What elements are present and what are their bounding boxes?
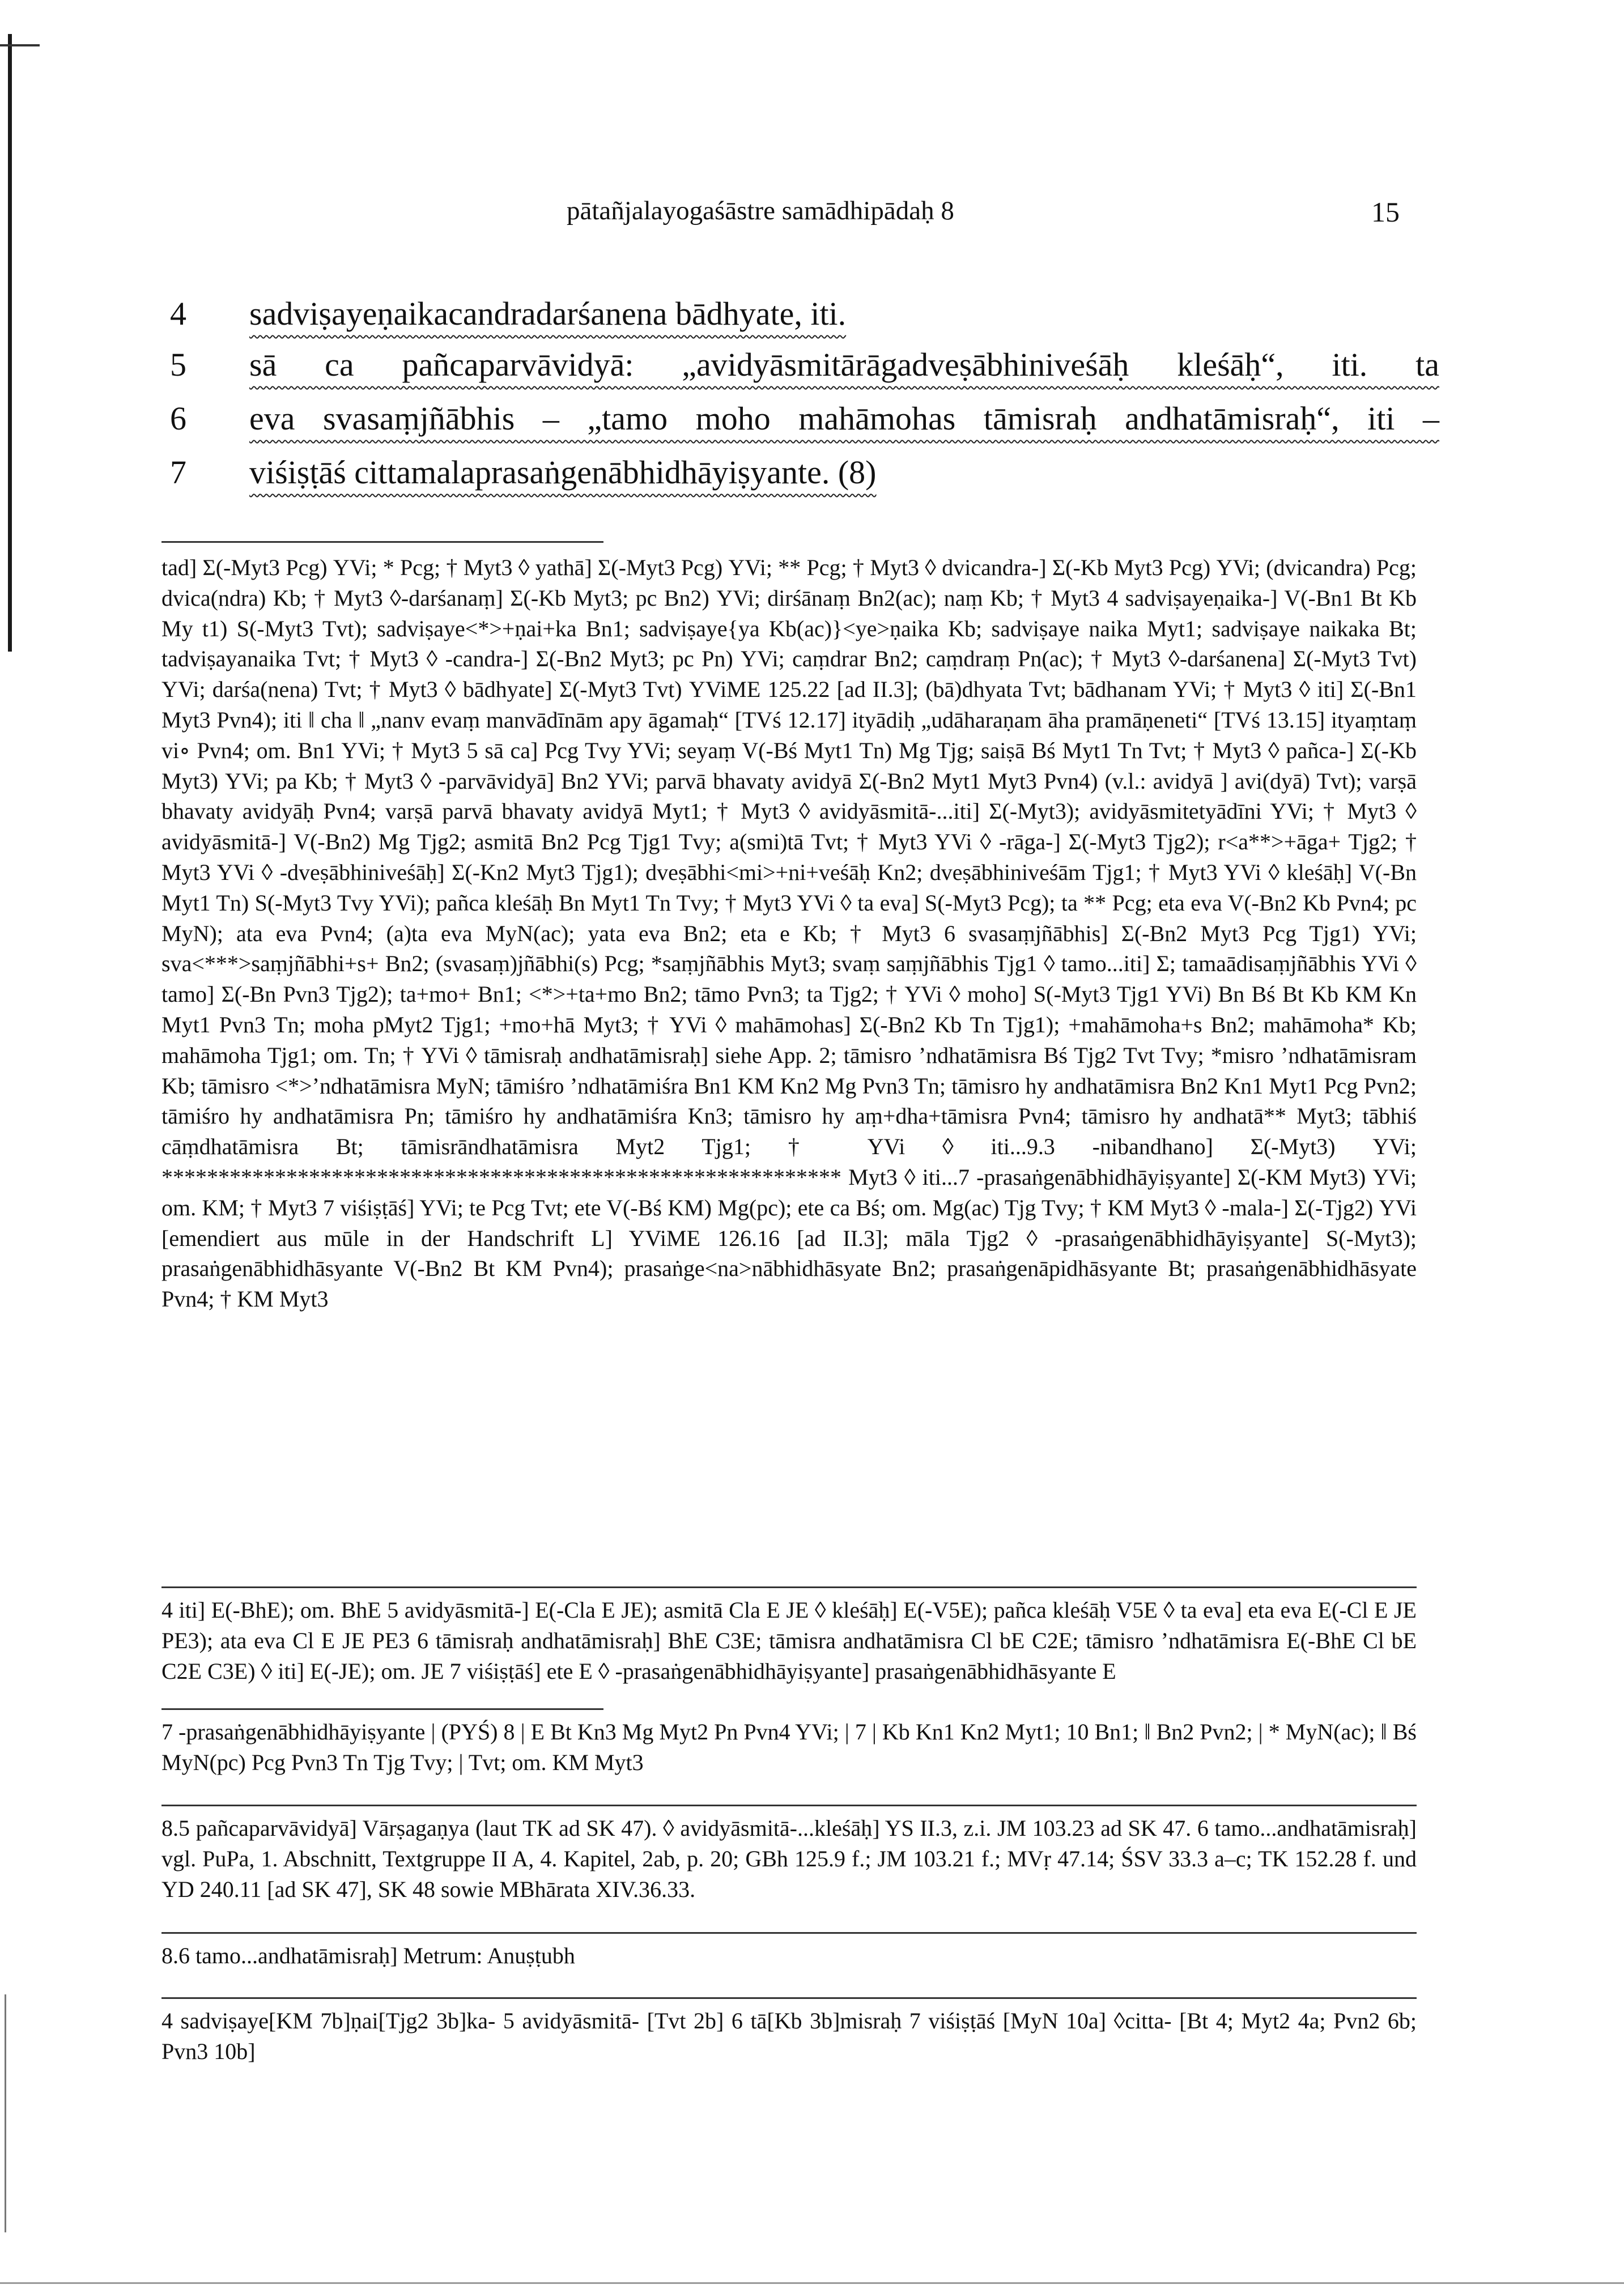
scan-binding-shadow (8, 34, 12, 652)
running-title: pātañjalayogaśāstre samādhipādaḥ 8 (567, 196, 954, 226)
line-number: 7 (170, 454, 186, 491)
text-line-7 (170, 453, 1439, 499)
line-number: 5 (170, 346, 186, 383)
division-apparatus: 7 -prasaṅgenābhidhāyiṣyante | (PYŚ) 8 | E Bt Kn3 Mg Myt2 Pn Pvn4 YVi; | 7 | Kb Kn1 Kn2 Myt1; 10 Bn1; ‖ Bn2 Pvn2; | * MyN(ac); ‖ Bś MyN(pc) Pcg Pvn3 Tn Tjg Tvy; | Tvt; om. KM Myt3 (161, 1719, 1417, 1775)
page-number: 15 (1371, 196, 1400, 228)
critical-apparatus: tad] Σ(-Myt3 Pcg) YVi; * Pcg; † Myt3 ◊ yathā] Σ(-Myt3 Pcg) YVi; ** Pcg; † Myt3 ◊ dvicandra-] Σ(-Kb Myt3 Pcg) YVi; (dvicandra) Pcg; dvica(ndra) Kb; † Myt3 ◊-darśanaṃ] Σ(-Kb Myt3; pc Bn2) YVi; dirśānaṃ Bn2(ac); naṃ Kb; † Myt3 4 sadviṣayeṇaika-] V(-Bn1 Bt Kb My t1) S(-Myt3 Tvt); sadviṣaye<*>+ṇai+ka Bn1; sadviṣaye{ya Kb(ac)}<ye>ṇaika Kb; sadviṣaye naika Myt1; sadviṣaye naikaka Bt; tadviṣayanaika Tvt; † Myt3 ◊ -candra-] Σ(-Bn2 Myt3; pc Pn) YVi; caṃdrar Bn2; caṃdraṃ Pn(ac); † Myt3 ◊-darśanena] Σ(-Myt3 Tvt) YVi; darśa(nena) Tvt; † Myt3 ◊ bādhyate] Σ(-Myt3 Tvt) YViME 125.22 [ad II.3]; (bā)dhyata Tvt; bādhanam YVi; † Myt3 ◊ iti] Σ(-Bn1 Myt3 Pvn4); iti ‖ cha ‖ „nanv evaṃ manvādīnām apy āgamaḥ“ [TVś 12.17] ityādiḥ „udāharaṇam āha pramāṇeneti“ [TVś 13.15] ityaṃtaṃ vi∘ Pvn4; om. Bn1 YVi; † Myt3 5 sā ca] Pcg Tvy YVi; seyaṃ V(-Bś Myt1 Tn) Mg Tjg; saiṣā Bś Myt1 Tn Tvt; † Myt3 ◊ pañca-] Σ(-Kb Myt3) YVi; pa Kb; † Myt3 ◊ -parvāvidyā] Bn2 YVi; parvā bhavaty avidyā Σ(-Bn2 Myt1 Myt3 Pvn4) (v.l.: avidyā ] avi(dyā) Tvt); varṣā bhavaty avidyāḥ Pvn4; varṣā parvā bhavaty avidyā Myt1; † Myt3 ◊ avidyāsmitā-...iti] Σ(-Myt3); avidyāsmitetyādīni YVi; † Myt3 ◊ avidyāsmitā-] V(-Bn2) Mg Tjg2; asmitā Bn2 Pcg Tjg1 Tvy; a(smi)tā Tvt; † Myt3 YVi ◊ -rāga-] Σ(-Myt3 Tjg2); r<a**>+āga+ Tjg2; † Myt3 YVi ◊ -dveṣābhiniveśāḥ] Σ(-Kn2 Myt3 Tjg1); dveṣābhi<mi>+ni+veśāḥ Kn2; dveṣābhiniveśām Tjg1; † Myt3 YVi ◊ kleśāḥ] V(-Bn Myt1 Tn) S(-Myt3 Tvy YVi); pañca kleśāḥ Bn Myt1 Tn Tvy; † Myt3 YVi ◊ ta eva] S(-Myt3 Pcg); ta ** Pcg; eta eva V(-Bn2 Kb Pvn4; pc MyN); ata eva Pvn4; (a)ta eva MyN(ac); yata eva Bn2; eta e Kb; † Myt3 6 svasaṃjñābhis] Σ(-Bn2 Myt3 Pcg Tjg1) YVi; sva<***>saṃjñābhi+s+ Bn2; (svasaṃ)jñābhi(s) Pcg; *saṃjñābhis Myt3; svaṃ saṃjñābhis Tjg1 ◊ tamo...iti] Σ; tamaādisaṃjñābhis YVi ◊ tamo] Σ(-Bn Pvn3 Tjg2); ta+mo+ Bn1; <*>+ta+mo Bn2; tāmo Pvn3; ta Tjg2; † YVi ◊ moho] S(-Myt3 Tjg1 YVi) Bn Bś Bt Kb KM Kn Myt1 Pvn3 Tn; moha pMyt2 Tjg1; +mo+hā Myt3; † YVi ◊ mahāmohas] Σ(-Bn2 Kb Tn Tjg1); +mahāmoha+s Bn2; mahāmoha* Kb; mahāmoha Tjg1; om. Tn; † YVi ◊ tāmisraḥ andhatāmisraḥ] siehe App. 2; tāmisro ’ndhatāmisra Bś Tjg2 Tvt Tvy; *misro ’ndhatāmisram Kb; tāmisro <*>’ndhatāmisra MyN; tāmiśro ’ndhatāmiśra Bn1 KM Kn2 Mg Pvn3 Tn; tāmisro hy andhatāmisra Bn2 Kn1 Myt1 Pcg Pvn2; tāmiśro hy andhatāmisra Pn; tāmiśro hy andhatāmiśra Kn3; tāmisro hy aṃ+dha+tāmisra Pvn4; tāmisro hy andhatā** Myt3; tābhiś cāṃdhatāmisra Bt; tāmisrāndhatāmisra Myt2 Tjg1; † YVi ◊ iti...9.3 -nibandhano] Σ(-Myt3) YVi; ************************************************************ Myt3 ◊ iti...7 -prasaṅgenābhidhāyiṣyante] Σ(-KM Myt3) YVi; om. KM; † Myt3 7 viśiṣṭāś] YVi; te Pcg Tvt; ete V(-Bś KM) Mg(pc); ete ca Bś; om. Mg(ac) Tjg Tvy; † KM Myt3 ◊ -mala-] Σ(-Tjg2) YVi [emendiert aus mūle in der Handschrift L] YViME 126.16 [ad II.3]; māla Tjg2 ◊ -prasaṅgenābhidhāyiṣyante] S(-Myt3); prasaṅgenābhidhāsyante V(-Bn2 Bt KM Pvn4); prasaṅge<na>nābhidhāsyate Bn2; prasaṅgenāpidhāsyante Bt; prasaṅgenābhidhāsyate Pvn4; † KM Myt3 (161, 555, 1417, 1312)
separator-rule (161, 1932, 1417, 1934)
sources-apparatus: 8.5 pañcaparvāvidyā] Vārṣagaṇya (laut TK ad SK 47). ◊ avidyāsmitā-...kleśāḥ] YS II.3, z.i. JM 103.23 ad SK 47. 6 tamo...andhatāmisraḥ] vgl. PuPa, 1. Abschnitt, Textgruppe II A, 4. Kapitel, 2ab, p. 20; GBh 125.9 f.; JM 103.21 f.; MVṛ 47.14; ŚSV 33.3 a–c; TK 152.28 f. und YD 240.11 [ad SK 47], SK 48 sowie MBhārata XIV.36.33. (161, 1815, 1417, 1902)
folio-apparatus: 4 sadviṣaye[KM 7b]ṇai[Tjg2 3b]ka- 5 avidyāsmitā- [Tvt 2b] 6 tā[Kb 3b]misraḥ 7 viśiṣṭāś [MyN 10a] ◊citta- [Bt 4; Myt2 4a; Pvn2 6b; Pvn3 10b] (161, 2008, 1417, 2064)
line-text: eva svasaṃjñābhis – „tamo moho mahāmohas tāmisraḥ andhatāmisraḥ“, iti – (249, 400, 1439, 437)
line-text: sadviṣayeṇaikacandradarśanena bādhyate, iti. (249, 295, 847, 332)
line-number: 4 (170, 295, 186, 332)
scan-edge-shadow (5, 1994, 6, 2232)
separator-rule (161, 1805, 1417, 1806)
metre-note: 8.6 tamo...andhatāmisraḥ] Metrum: Anuṣṭubh (161, 1943, 575, 1968)
testimonia-apparatus: 4 iti] E(-BhE); om. BhE 5 avidyāsmitā-] E(-Cla E JE); asmitā Cla E JE ◊ kleśāḥ] E(-V5E); pañca kleśāḥ V5E ◊ ta eva] eta eva E(-Cl E JE PE3); ata eva Cl E JE PE3 6 tāmisraḥ andhatāmisraḥ] BhE C3E; tāmisra andhatāmisra Cl bE C2E; tāmisro ’ndhatāmisra E(-BhE Cl bE C2E C3E) ◊ iti] E(-JE); om. JE 7 viśiṣṭāś] ete E ◊ -prasaṅgenābhidhāyiṣyante] prasaṅgenābhidhāsyante E (161, 1597, 1417, 1684)
line-number: 6 (170, 400, 186, 437)
separator-rule (161, 541, 603, 543)
line-text: sā ca pañcaparvāvidyā: „avidyāsmitārāgadveṣābhiniveśāḥ kleśāḥ“, iti. ta (249, 346, 1439, 383)
separator-rule (161, 1997, 1417, 1999)
text-line-4 (170, 295, 1439, 340)
text-line-6 (170, 399, 1439, 445)
text-line-5 (170, 346, 1439, 391)
scan-bottom-edge (0, 2282, 1624, 2284)
separator-rule (161, 1586, 1417, 1588)
line-text: viśiṣṭāś cittamalaprasaṅgenābhidhāyiṣyante. (8) (249, 454, 877, 491)
scan-binding-mark (0, 44, 40, 46)
separator-rule (161, 1708, 603, 1710)
